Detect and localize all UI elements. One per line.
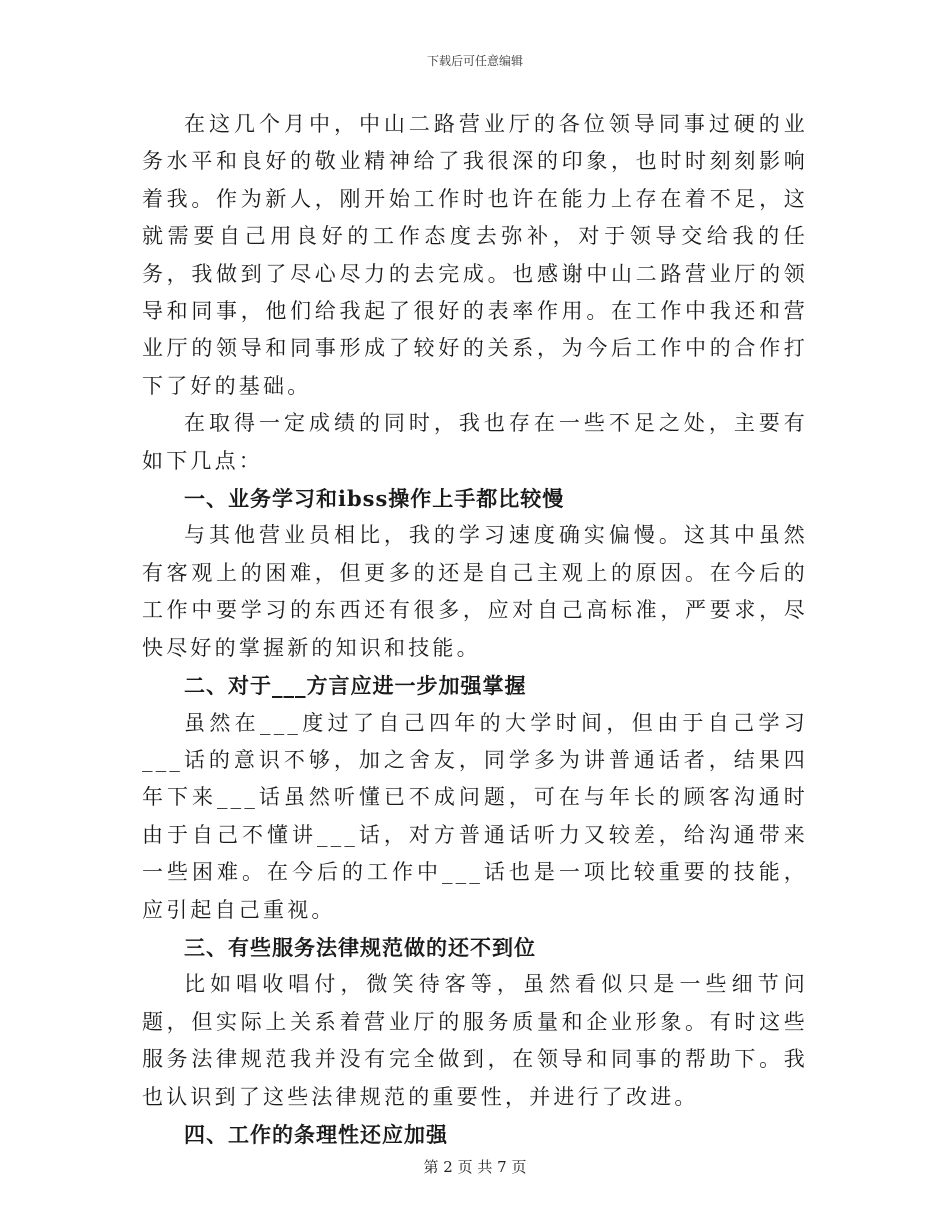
document-body: [142, 106, 808, 1153]
paragraph-dialect: 虽然在___度过了自己四年的大学时间，但由于自己学习___话的意识不够，加之舍友，同学多为讲普通话者，结果四年下来___话虽然听懂已不成问题，可在与年长的顾客沟通时由于自己不懂讲___话，对方普通话听力又较差，给沟通带来一些困难。在今后的工作中___话也是一项比较重要的技能，应引起自己重视。: [142, 710, 808, 922]
page-header: 下载后可任意编辑: [426, 54, 523, 68]
paragraph-learning-speed: 与其他营业员相比，我的学习速度确实偏慢。这其中虽然有客观上的困难，但更多的还是自己主观上的原因。在今后的工作中要学习的东西还有很多，应对自己高标准，严要求，尽快尽好的掌握新的知识和技能。: [142, 523, 808, 660]
paragraph-shortcomings-intro: 在取得一定成绩的同时，我也存在一些不足之处，主要有如下几点：: [142, 411, 808, 473]
heading-service-norms: 三、有些服务法律规范做的还不到位: [184, 934, 536, 960]
heading-dialect: 二、对于___方言应进一步加强掌握: [184, 673, 527, 699]
paragraph-service-norms: 比如唱收唱付，微笑待客等，虽然看似只是一些细节问题，但实际上关系着营业厅的服务质量和企业形象。有时这些服务法律规范我并没有完全做到，在领导和同事的帮助下。我也认识到了这些法律规范的重要性，并进行了改进。: [142, 972, 808, 1109]
heading-business-learning: 一、业务学习和ibss操作上手都比较慢: [184, 486, 565, 512]
page-number: 第 2 页 共 7 页: [423, 1158, 527, 1176]
heading-work-organization: 四、工作的条理性还应加强: [184, 1121, 448, 1147]
paragraph-work-impression: 在这几个月中，中山二路营业厅的各位领导同事过硬的业务水平和良好的敬业精神给了我很深的印象，也时时刻刻影响着我。作为新人，刚开始工作时也许在能力上存在着不足，这就需要自己用良好的工作态度去弥补，对于领导交给我的任务，我做到了尽心尽力的去完成。也感谢中山二路营业厅的领导和同事，他们给我起了很好的表率作用。在工作中我还和营业厅的领导和同事形成了较好的关系，为今后工作中的合作打下了好的基础。: [142, 112, 808, 398]
